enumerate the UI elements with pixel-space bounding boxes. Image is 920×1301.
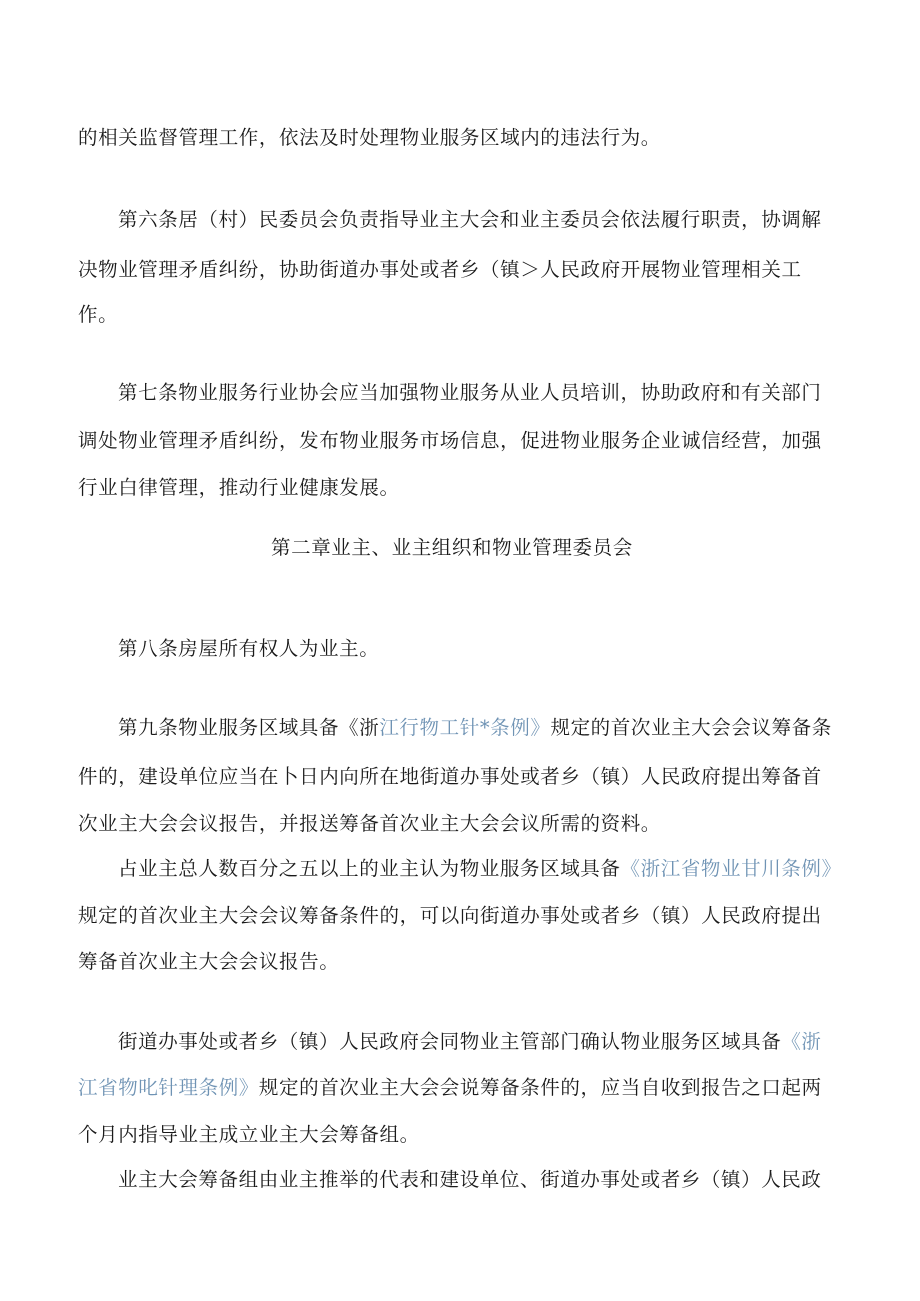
article-6-line-2: 决物业管理矛盾纠纷，协助街道办事处或者乡（镇＞人民政府开展物业管理相关工 (78, 258, 802, 281)
article-9-line-3: 次业主大会会议报告，并报送筹备首次业主大会会议所需的资料。 (78, 812, 661, 835)
article-9-para-3-line-3: 个月内指导业主成立业主大会筹备组。 (78, 1123, 420, 1146)
article-7-line-1: 第七条物业服务行业协会应当加强物业服务从业人员培训，协助政府和有关部门 (118, 381, 822, 404)
article-9-para-3-text-end: 规定的首次业主大会会说筹备条件的，应当自收到报告之口起两 (258, 1076, 822, 1099)
article-9-line-1 (118, 714, 920, 742)
article-9-text-end: 规定的首次业主大会会议筹备条 (550, 716, 832, 739)
regulation-citation: 《浙江省物业甘川条例》 (620, 857, 842, 880)
regulation-citation-start: 《浙 (781, 1030, 822, 1053)
regulation-citation: 江行物工针*条例》 (379, 716, 551, 739)
article-9-text-start: 第九条物业服务区域具备《浙 (118, 716, 380, 739)
article-9-para-2-line-2: 规定的首次业主大会会议筹备条件的，可以向街道办事处或者乡（镇）人民政府提出 (78, 904, 822, 927)
article-8-line-1: 第八条房屋所有权人为业主。 (118, 637, 380, 660)
article-9-para-2-line-1 (118, 855, 920, 883)
article-9-para-3-line-1 (118, 1028, 920, 1056)
article-9-para-3-line-2 (78, 1074, 920, 1102)
article-9-para-2-text: 占业主总人数百分之五以上的业主认为物业服务区域具备 (118, 857, 621, 880)
article-9-para-3-text: 街道办事处或者乡（镇）人民政府会同物业主管部门确认物业服务区域具备 (118, 1030, 782, 1053)
article-9-line-2: 件的，建设单位应当在卜日内向所在地街道办事处或者乡（镇）人民政府提出筹备首 (78, 765, 822, 788)
chapter-heading: 第二章业主、业主组织和物业管理委员会 (271, 536, 633, 559)
article-7-line-3: 行业白律管理，推动行业健康发展。 (78, 476, 400, 499)
article-7-line-2: 调处物业管理矛盾纠纷，发布物业服务市场信息，促进物业服务企业诚信经营，加强 (78, 429, 822, 452)
paragraph-line: 的相关监督管理工作，依法及时处理物业服务区域内的违法行为。 (78, 126, 661, 149)
article-9-para-2-line-3: 筹备首次业主大会会议报告。 (78, 950, 340, 973)
article-6-line-3: 作。 (78, 303, 119, 326)
regulation-citation-end: 江省物叱针理条例》 (78, 1076, 259, 1099)
article-6-line-1: 第六条居（村）民委员会负责指导业主大会和业主委员会依法履行职责，协调解 (118, 208, 822, 231)
article-9-para-4-line-1: 业主大会筹备组由业主推举的代表和建设单位、街道办事处或者乡（镇）人民政 (118, 1168, 822, 1191)
